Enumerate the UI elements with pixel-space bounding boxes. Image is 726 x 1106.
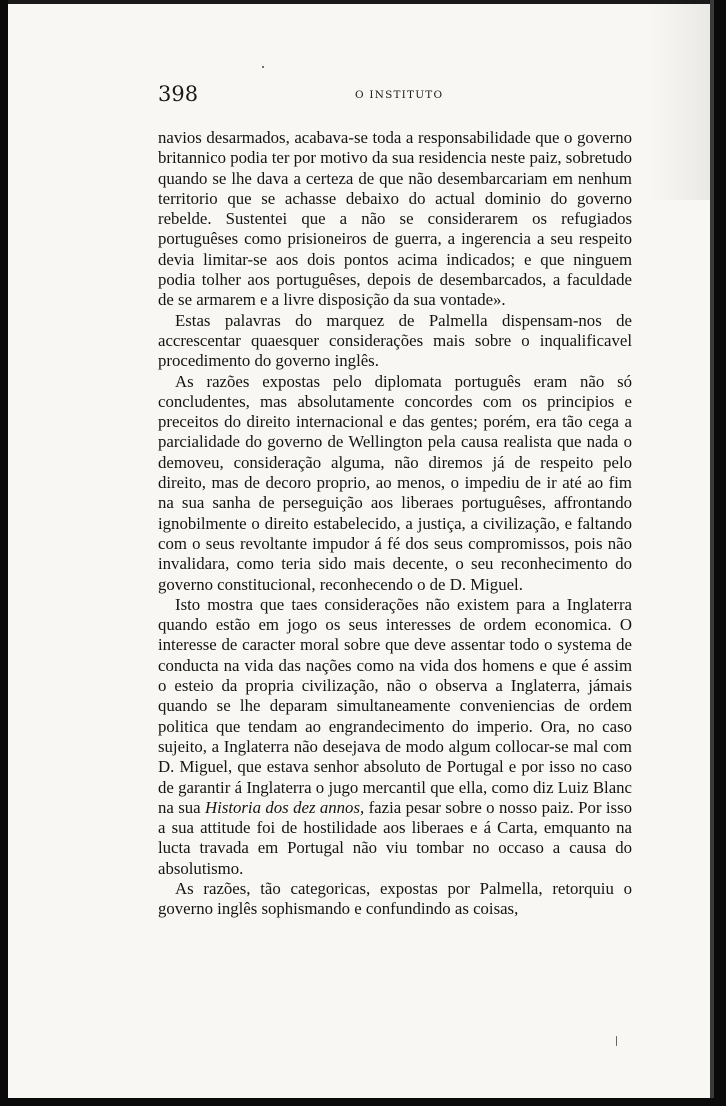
paragraph-4-text-after: fazia pesar sobre o nosso paiz. Por isso a sua attitude foi de hostilidade aos liberaes e á Carta, emquanto na lucta travada em Portugal não viu tombar no occaso a causa do absolutismo. [158,797,632,878]
paragraph-2: Estas palavras do marquez de Palmella dispensam-nos de accrescentar quaesquer considerações mais sobre o inqualificavel procedimento do governo inglês. [158,310,632,371]
page-number: 398 [158,82,199,106]
scan-edge-bottom [0,1098,726,1106]
scan-edge-top [0,0,726,4]
body-text [158,128,632,920]
paragraph-5: As razões, tão categoricas, expostas por Palmella, retorquiu o governo inglês sophismando e confundindo as coisas, [158,878,632,919]
paragraph-4-text-before: Isto mostra que taes considerações não existem para a Inglaterra quando estão em jogo os seus interesses de ordem economica. O interesse de caracter moral sobre que deve assentar todo o systema de conducta na vida das nações como na vida dos homens e que é assim o esteio da propria civilização, não o observa a Inglaterra, jámais quando se lhe deparam simultaneamente conveniencias de ordem politica que tendam ao engrandecimento do imperio. Ora, no caso sujeito, a Inglaterra não desejava de modo algum collocar-se mal com D. Miguel, que estava senhor absoluto de Portugal e por isso no caso de garantir á Inglaterra o jugo mercantil que ella, como diz Luiz Blanc na sua [158,594,632,817]
paragraph-3: As razões expostas pelo diplomata português eram não só concludentes, mas absolutamente concordes com os principios e preceitos do direito internacional e das gentes; porém, era tão cega a parcialidade do governo de Wellington pela causa realista que nada o demoveu, consideração alguma, não diremos já de respeito pelo direito, mas de decoro proprio, ao menos, o impediu de ir até ao fim na sua sanha de perseguição aos liberaes portuguêses, affrontando ignobilmente o direito estabelecido, a justiça, a civilização, e faltando com o seus revoltante impudor á fé dos seus compromissos, pois não invalidara, como teria sido mais decente, o seu reconhecimento do governo constitucional, reconhecendo o de D. Miguel. [158,371,632,594]
scan-edge-left [0,0,8,1106]
scan-edge-right [714,0,726,1106]
book-title-italic: Historia dos dez annos, [205,797,365,817]
running-head: O INSTITUTO [355,89,444,101]
paper-speck [262,66,264,68]
paragraph-4 [158,595,632,879]
paper-shading [650,0,710,200]
paragraph-1: navios desarmados, acabava-se toda a responsabilidade que o governo britannico podia ter por motivo da sua residencia neste paiz, sobretudo quando se lhe dava a certeza de que não desembarcariam em nenhum territorio que se achasse debaixo do actual dominio do governo rebelde. Sustentei que a não se considerarem os refugiados portuguêses como prisioneiros de guerra, a ingerencia a seu respeito devia limitar-se aos dois pontos acima indicados; e que ninguem podia tolher aos portuguêses, depois de desembarcados, a faculdade de se armarem e a livre disposição da sua vontade». [158,128,632,310]
paper-mark [616,1036,617,1046]
page-header [158,82,632,112]
